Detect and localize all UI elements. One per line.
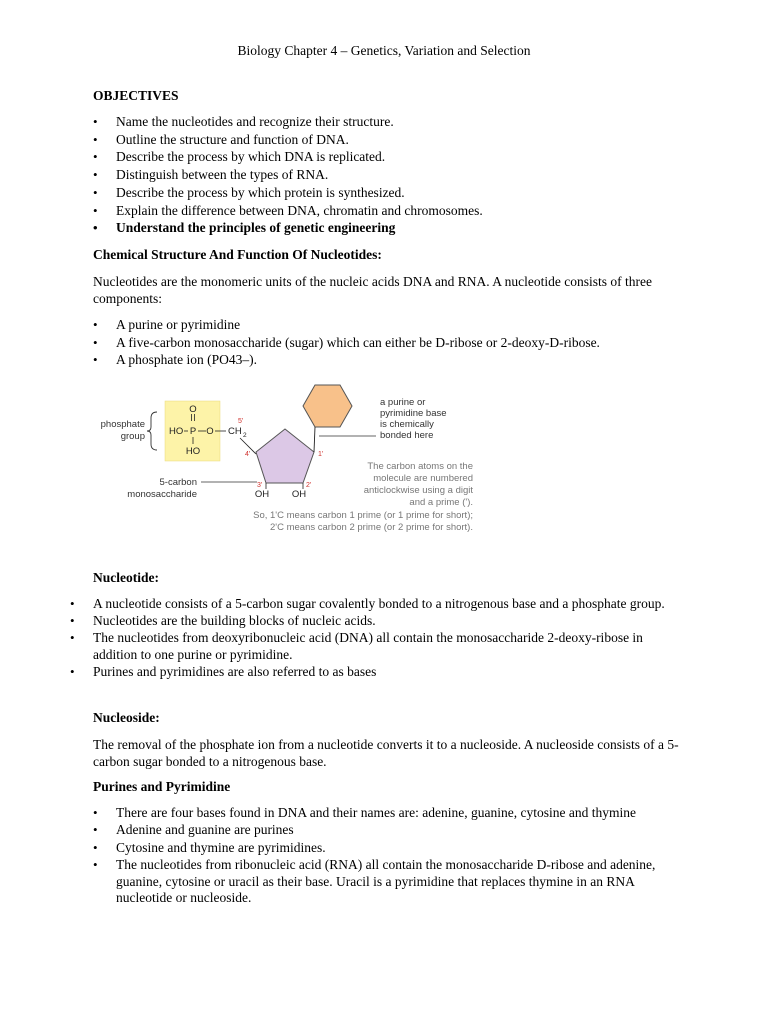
note-line-3: anticlockwise using a digit [363,485,473,496]
list-item: • Name the nucleotides and recognize their structure. [93,113,693,131]
oh-right: OH [291,489,307,500]
oh-left: OH [254,489,270,500]
list-item: • Explain the difference between DNA, chromatin and chromosomes. [93,202,693,220]
purines-heading: Purines and Pyrimidine [93,779,231,794]
page-header: Biology Chapter 4 – Genetics, Variation and Selection [237,43,531,58]
phosphate-label: phosphate [100,419,145,430]
atom-ch2: CH [228,426,242,437]
list-item: • A purine or pyrimidine [93,316,693,334]
nucleotide-list [70,596,684,682]
note-line-2: molecule are numbered [373,473,473,484]
purines-list [93,805,683,908]
base-label-4: bonded here [380,430,434,441]
base-hexagon [303,385,352,427]
list-item: • There are four bases found in DNA and their names are: adenine, guanine, cytosine and thymine [93,805,683,822]
carbon-4-label: 4' [245,451,251,458]
atom-p: P [189,426,197,437]
list-item: • Outline the structure and function of DNA. [93,131,693,149]
note-line-5: So, 1'C means carbon 1 prime (or 1 prime for short); [253,510,473,521]
carbon-3-label: 3' [257,482,263,489]
list-item: • Distinguish between the types of RNA. [93,166,693,184]
list-item: • Understand the principles of genetic engineering [93,219,693,237]
phosphate-brace [147,412,157,450]
sugar-label: 5-carbon [159,477,197,488]
carbon-1-label: 1' [318,451,324,458]
list-item: • Describe the process by which protein is synthesized. [93,184,693,202]
nucleoside-heading: Nucleoside: [93,710,160,725]
note-line-6: 2'C means carbon 2 prime (or 2 prime for short). [270,522,473,533]
objectives-heading: OBJECTIVES [93,88,179,103]
list-item: • A five-carbon monosaccharide (sugar) which can either be D-ribose or 2-deoxy-D-ribose. [93,334,693,352]
atom-o-top: O [189,404,197,415]
note-line-4: and a prime ('). [409,497,473,508]
objectives-list [93,113,693,237]
list-item: • Cytosine and thymine are pyrimidines. [93,840,683,857]
list-item: • Purines and pyrimidines are also referred to as bases [70,664,684,681]
note-line-1: The carbon atoms on the [367,461,473,472]
list-item: • Adenine and guanine are purines [93,822,683,839]
carbon-5-label: 5' [238,418,244,425]
base-label-3: is chemically [380,419,434,430]
base-label-1: a purine or [380,397,426,408]
base-label-2: pyrimidine base [380,408,447,419]
carbon-2-label: 2' [306,482,312,489]
atom-o-mid: O [206,426,214,437]
list-item: • Describe the process by which DNA is replicated. [93,148,693,166]
components-list [93,316,693,369]
nucleotide-diagram [93,381,483,543]
list-item: • A phosphate ion (PO43–). [93,351,693,369]
group-label: group [120,431,145,442]
list-item: • A nucleotide consists of a 5-carbon sugar covalently bonded to a nitrogenous base and a phosphate group. [70,596,684,613]
chemical-structure-heading: Chemical Structure And Function Of Nucleotides: [93,247,382,262]
atom-ch2-subscript: 2 [243,432,247,439]
monosaccharide-label: monosaccharide [127,489,197,500]
sugar-ring [256,429,314,483]
list-item: • Nucleotides are the building blocks of nucleic acids. [70,613,684,630]
nucleotide-heading: Nucleotide: [93,570,159,585]
nucleoside-text: The removal of the phosphate ion from a nucleotide converts it to a nucleoside. A nucleoside consists of a 5-carbon sugar bonded to a nitrogenous base. [93,737,679,769]
list-item: • The nucleotides from ribonucleic acid (RNA) all contain the monosaccharide D-ribose and adenine, guanine, cytosine or uracil as their base. Uracil is a pyrimidine that replaces thymine in an RNA nucleotide or nucleoside. [93,857,683,907]
chemical-structure-intro: Nucleotides are the monomeric units of the nucleic acids DNA and RNA. A nucleotide consists of three components: [93,274,652,306]
list-item: • The nucleotides from deoxyribonucleic acid (DNA) all contain the monosaccharide 2-deoxy-ribose in addition to one purine or pyrimidine. [70,630,684,663]
atom-ho-bottom: HO [185,446,201,457]
atom-ho: HO [169,426,184,437]
